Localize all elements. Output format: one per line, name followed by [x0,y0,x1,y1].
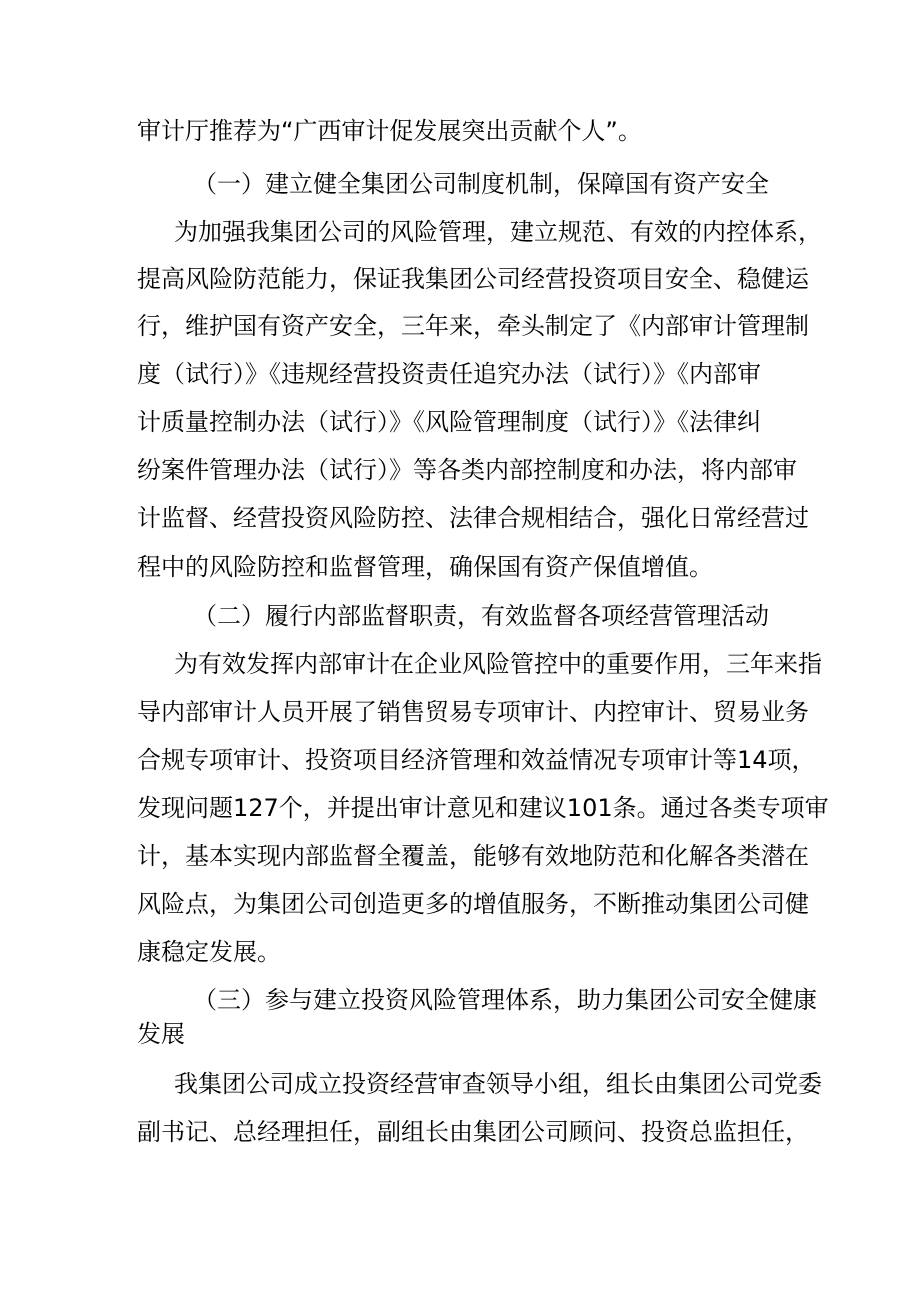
paragraph-line: 副书记、总经理担任，副组长由集团公司顾问、投资总监担任， [137,1118,809,1146]
paragraph-line: 为有效发挥内部审计在企业风险管控中的重要作用，三年来指 [174,650,822,678]
paragraph-line: 计监督、经营投资风险防控、法律合规相结合，强化日常经营过 [137,504,809,532]
section-heading-3-cont: 发展 [137,1020,185,1048]
section-heading-1: （一）建立健全集团公司制度机制，保障国有资产安全 [193,170,769,198]
paragraph-line: 度（试行）》《违规经营投资责任追究办法（试行）》《内部审 [137,360,761,388]
paragraph-line: 发现问题127个，并提出审计意见和建议101条。通过各类专项审 [137,794,829,822]
section-heading-3: （三）参与建立投资风险管理体系，助力集团公司安全健康 [193,986,817,1014]
paragraph-line: 审计厅推荐为“广西审计促发展突出贡献个人”。 [137,117,642,145]
paragraph-line: 计，基本实现内部监督全覆盖，能够有效地防范和化解各类潜在 [137,842,809,870]
paragraph-line: 为加强我集团公司的风险管理，建立规范、有效的内控体系， [174,218,822,246]
paragraph-line: 纷案件管理办法（试行）》等各类内部控制度和办法，将内部审 [137,456,797,484]
paragraph-line: 行，维护国有资产安全，三年来，牵头制定了《内部审计管理制 [137,312,809,340]
paragraph-line: 我集团公司成立投资经营审查领导小组，组长由集团公司党委 [174,1070,822,1098]
section-heading-2: （二）履行内部监督职责，有效监督各项经营管理活动 [193,602,769,630]
paragraph-line: 康稳定发展。 [137,938,281,966]
paragraph-line: 计质量控制办法（试行）》《风险管理制度（试行）》《法律纠 [137,408,761,436]
paragraph-line: 程中的风险防控和监督管理，确保国有资产保值增值。 [137,553,713,581]
paragraph-line: 合规专项审计、投资项目经济管理和效益情况专项审计等14项， [137,746,816,774]
paragraph-line: 风险点，为集团公司创造更多的增值服务，不断推动集团公司健 [137,890,809,918]
paragraph-line: 导内部审计人员开展了销售贸易专项审计、内控审计、贸易业务 [137,698,809,726]
paragraph-line: 提高风险防范能力，保证我集团公司经营投资项目安全、稳健运 [137,265,809,293]
